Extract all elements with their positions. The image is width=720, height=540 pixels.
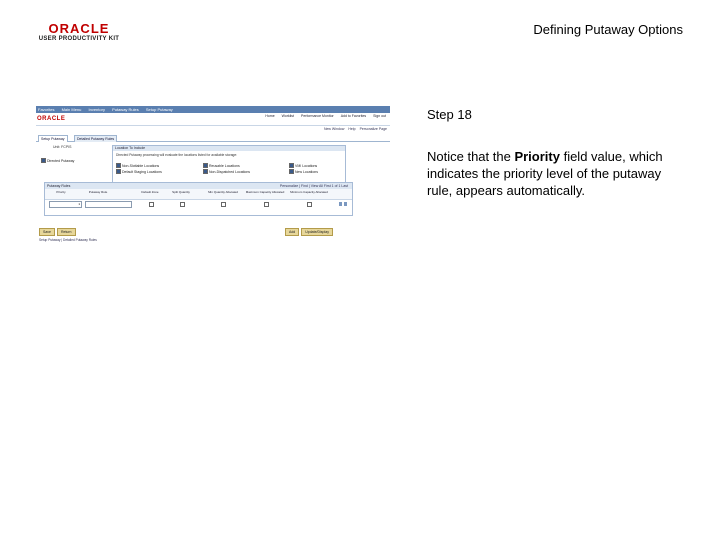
table-row xyxy=(45,200,352,208)
checkbox-default-staging[interactable] xyxy=(116,169,162,174)
column-header: Split Quantity xyxy=(172,190,190,194)
putaway-rules-grid xyxy=(44,182,353,216)
tab-setup-putaway[interactable]: Setup Putaway xyxy=(38,135,68,142)
personalize-page-link[interactable]: Personalize Page xyxy=(359,127,387,131)
oracle-upk-logo xyxy=(34,22,124,42)
step-desc-pre: Notice that the xyxy=(427,149,515,164)
nav-main-menu[interactable]: Main Menu xyxy=(61,107,82,112)
upk-logo-text: USER PRODUCTIVITY KIT xyxy=(38,36,120,42)
step-desc-bold: Priority xyxy=(514,149,560,164)
right-button-bar xyxy=(285,228,333,234)
delete-row-icon[interactable] xyxy=(344,202,347,206)
breadcrumb-bar xyxy=(36,106,390,113)
tab-detailed-putaway-rules[interactable]: Detailed Putaway Rules xyxy=(74,135,117,142)
column-header: Default Zone xyxy=(141,190,159,194)
nav-inventory[interactable]: Inventory xyxy=(88,107,105,112)
help-link[interactable]: Help xyxy=(348,127,356,131)
add-row-icon[interactable] xyxy=(339,202,342,206)
link-home[interactable]: Home xyxy=(265,114,275,118)
header-links xyxy=(259,114,386,118)
add-button[interactable]: Add xyxy=(285,228,299,236)
max-capacity-checkbox[interactable] xyxy=(264,202,269,207)
page-tabs xyxy=(36,134,390,142)
footer-page-links[interactable]: Setup Putaway | Detailed Putaway Rules xyxy=(39,238,97,242)
default-zone-checkbox[interactable] xyxy=(149,202,154,207)
step-description xyxy=(427,148,687,199)
location-include-panel xyxy=(112,145,346,183)
update-display-button[interactable]: Update/Display xyxy=(301,228,333,236)
page-content xyxy=(36,142,390,271)
column-header: Putaway Rule xyxy=(88,190,108,194)
directed-putaway-checkbox[interactable] xyxy=(41,158,74,163)
column-header: Minimum Capacity Allocated xyxy=(290,190,328,194)
grid-navigation[interactable]: Personalize | Find | View All First 1 of 1 Last xyxy=(279,184,348,188)
nav-favorites[interactable]: Favorites xyxy=(38,107,55,112)
checkbox-new-locations[interactable] xyxy=(289,169,318,174)
location-include-text: Directed Putaway processing will evaluate the locations listed for available storage: xyxy=(116,153,238,157)
column-header: Priority xyxy=(56,190,66,194)
nav-putaway-rules[interactable]: Putaway Rules xyxy=(112,107,139,112)
link-add-favorites[interactable]: Add to Favorites xyxy=(340,114,367,118)
document-title: Defining Putaway Options xyxy=(533,22,683,37)
unit-label: Unit: FCPIS xyxy=(53,145,72,149)
checkbox-label: Non-Dispatched Locations xyxy=(209,169,251,174)
link-performance[interactable]: Performance Monitor xyxy=(301,114,334,118)
return-button[interactable]: Return xyxy=(57,228,76,236)
app-logo: ORACLE xyxy=(37,116,66,122)
link-worklist[interactable]: Worklist xyxy=(281,114,295,118)
checkbox-label: VMI Locations xyxy=(295,163,318,168)
new-window-link[interactable]: New Window xyxy=(323,127,345,131)
checkbox-icon[interactable] xyxy=(116,169,121,174)
checkbox-icon[interactable] xyxy=(289,169,294,174)
checkbox-icon[interactable] xyxy=(203,163,208,168)
checkbox-label: New Locations xyxy=(295,169,318,174)
column-header: Maximum Capacity Allocated xyxy=(245,190,285,194)
split-quantity-checkbox[interactable] xyxy=(180,202,185,207)
left-button-bar xyxy=(39,228,76,234)
grid-column-headers xyxy=(45,189,352,200)
step-desc-post: field value, which indicates the priority level of the putaway rule, appears automatically. xyxy=(427,149,663,198)
step-title: Step 18 xyxy=(427,107,472,122)
priority-input[interactable]: 1 xyxy=(49,201,82,208)
page-utility-bar xyxy=(36,126,390,134)
checkbox-vmi[interactable] xyxy=(289,163,317,168)
column-header: Min Quantity Allocated xyxy=(208,190,238,194)
checkbox-icon[interactable] xyxy=(203,169,208,174)
location-include-title: Location To Include xyxy=(113,146,345,151)
min-capacity-checkbox[interactable] xyxy=(307,202,312,207)
min-quantity-checkbox[interactable] xyxy=(221,202,226,207)
application-screenshot xyxy=(36,106,390,271)
checkbox-label: Reusable Locations xyxy=(209,163,240,168)
app-header xyxy=(36,113,390,126)
directed-putaway-label: Directed Putaway xyxy=(47,158,75,163)
nav-setup-putaway[interactable]: Setup Putaway xyxy=(145,107,173,112)
oracle-logo-text: ORACLE xyxy=(48,21,110,36)
checkbox-icon[interactable] xyxy=(289,163,294,168)
grid-title: Putaway Rules xyxy=(47,184,71,188)
checkbox-non-slottable[interactable] xyxy=(116,163,159,168)
link-sign-out[interactable]: Sign out xyxy=(373,114,386,118)
checkbox-label: Default Staging Locations xyxy=(122,169,162,174)
save-button[interactable]: Save xyxy=(39,228,55,236)
putaway-rule-select[interactable] xyxy=(85,201,132,208)
checkbox-icon[interactable] xyxy=(41,158,46,163)
checkbox-icon[interactable] xyxy=(116,163,121,168)
checkbox-non-dispatched[interactable] xyxy=(203,169,250,174)
checkbox-reusable[interactable] xyxy=(203,163,240,168)
checkbox-label: Non-Slottable Locations xyxy=(122,163,160,168)
